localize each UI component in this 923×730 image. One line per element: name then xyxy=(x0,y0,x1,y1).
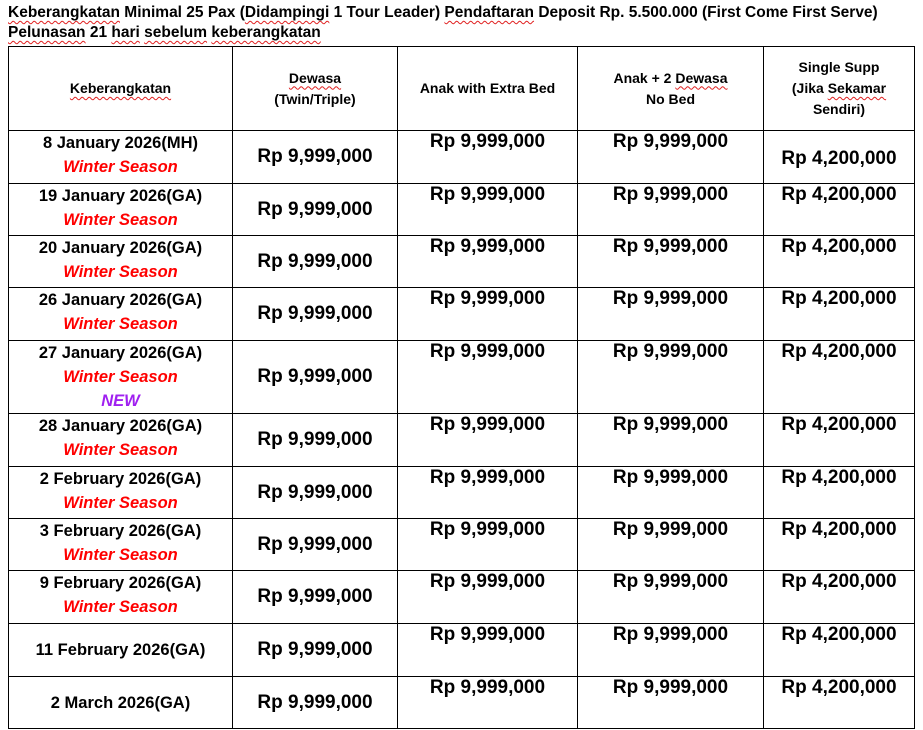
table-row xyxy=(9,131,915,184)
header-departure-label: Keberangkatan xyxy=(69,80,172,96)
child-no-bed-price-cell: Rp 9,999,000 xyxy=(578,571,764,624)
adult-price-cell: Rp 9,999,000 xyxy=(233,467,398,519)
single-supp-price-cell: Rp 4,200,000 xyxy=(764,131,915,184)
single-supp-price-cell: Rp 4,200,000 xyxy=(764,414,915,467)
adult-price-cell: Rp 9,999,000 xyxy=(233,131,398,184)
heading-text: 1 Tour Leader) xyxy=(329,4,445,21)
departure-cell xyxy=(9,467,233,519)
departure-cell xyxy=(9,624,233,677)
heading-text: 21 xyxy=(85,24,112,41)
page-heading xyxy=(8,3,918,43)
season-label: Winter Season xyxy=(63,546,178,564)
header-single-supp xyxy=(764,47,915,131)
header-child-no-bed-prefix: Anak + 2 xyxy=(613,69,676,86)
single-supp-price-cell: Rp 4,200,000 xyxy=(764,341,915,414)
heading-word: Pelunasan xyxy=(8,24,86,41)
single-supp-price-cell: Rp 4,200,000 xyxy=(764,624,915,677)
adult-price-cell: Rp 9,999,000 xyxy=(233,184,398,236)
child-no-bed-price-cell: Rp 9,999,000 xyxy=(578,236,764,288)
header-departure xyxy=(9,47,233,131)
header-child-extra-bed-label: Anak with Extra Bed xyxy=(419,80,556,96)
child-no-bed-price-cell: Rp 9,999,000 xyxy=(578,131,764,184)
adult-price-cell: Rp 9,999,000 xyxy=(233,236,398,288)
pricing-table xyxy=(8,46,915,729)
header-adult-sub: (Twin/Triple) xyxy=(274,90,356,107)
adult-price-cell: Rp 9,999,000 xyxy=(233,571,398,624)
table-row xyxy=(9,414,915,467)
single-supp-price-cell: Rp 4,200,000 xyxy=(764,571,915,624)
header-child-no-bed-word: Dewasa xyxy=(675,69,728,86)
table-row xyxy=(9,677,915,729)
adult-price-cell: Rp 9,999,000 xyxy=(233,624,398,677)
child-extra-bed-price-cell: Rp 9,999,000 xyxy=(398,236,578,288)
new-badge: NEW xyxy=(101,392,140,410)
season-label: Winter Season xyxy=(63,494,178,512)
heading-word: sebelum xyxy=(144,24,208,41)
departure-cell xyxy=(9,519,233,571)
child-no-bed-price-cell: Rp 9,999,000 xyxy=(578,288,764,341)
child-extra-bed-price-cell: Rp 9,999,000 xyxy=(398,519,578,571)
heading-word: hari xyxy=(111,24,140,41)
table-row xyxy=(9,624,915,677)
single-supp-price-cell: Rp 4,200,000 xyxy=(764,677,915,729)
adult-price-cell: Rp 9,999,000 xyxy=(233,288,398,341)
child-no-bed-price-cell: Rp 9,999,000 xyxy=(578,677,764,729)
child-extra-bed-price-cell: Rp 9,999,000 xyxy=(398,677,578,729)
heading-line-1 xyxy=(8,3,918,23)
header-single-prefix: (Jika xyxy=(791,80,828,96)
season-label: Winter Season xyxy=(63,211,178,229)
departure-date: 3 February 2026(GA) xyxy=(39,522,202,540)
departure-date: 8 January 2026(MH) xyxy=(43,134,198,152)
departure-date: 9 February 2026(GA) xyxy=(39,574,202,592)
table-row xyxy=(9,341,915,414)
child-no-bed-price-cell: Rp 9,999,000 xyxy=(578,341,764,414)
departure-cell xyxy=(9,677,233,729)
heading-line-2 xyxy=(8,23,918,43)
season-label: Winter Season xyxy=(63,441,178,459)
departure-date: 20 January 2026(GA) xyxy=(38,239,203,257)
adult-price-cell: Rp 9,999,000 xyxy=(233,519,398,571)
header-child-extra-bed xyxy=(398,47,578,131)
header-adult xyxy=(233,47,398,131)
departure-date: 2 February 2026(GA) xyxy=(39,470,202,488)
child-no-bed-price-cell: Rp 9,999,000 xyxy=(578,184,764,236)
table-row xyxy=(9,467,915,519)
heading-word: keberangkatan xyxy=(211,24,321,41)
departure-date: 27 January 2026(GA) xyxy=(38,344,203,362)
heading-word: Didampingi xyxy=(244,4,330,21)
departure-cell xyxy=(9,184,233,236)
single-supp-price-cell: Rp 4,200,000 xyxy=(764,519,915,571)
season-label: Winter Season xyxy=(63,598,178,616)
heading-text: Deposit Rp. 5.500.000 (First Come First Serve) xyxy=(534,4,878,21)
header-adult-label: Dewasa xyxy=(288,69,342,86)
table-row xyxy=(9,571,915,624)
season-label: Winter Season xyxy=(63,368,178,386)
departure-date: 19 January 2026(GA) xyxy=(38,187,203,205)
child-extra-bed-price-cell: Rp 9,999,000 xyxy=(398,184,578,236)
single-supp-price-cell: Rp 4,200,000 xyxy=(764,184,915,236)
adult-price-cell: Rp 9,999,000 xyxy=(233,341,398,414)
table-header-row xyxy=(9,47,915,131)
season-label: Winter Season xyxy=(63,263,178,281)
heading-word: Pendaftaran xyxy=(444,4,535,21)
table-row xyxy=(9,288,915,341)
child-extra-bed-price-cell: Rp 9,999,000 xyxy=(398,571,578,624)
child-extra-bed-price-cell: Rp 9,999,000 xyxy=(398,288,578,341)
header-child-no-bed-sub: No Bed xyxy=(646,90,695,107)
header-child-no-bed xyxy=(578,47,764,131)
departure-cell xyxy=(9,341,233,414)
table-body xyxy=(9,131,915,729)
child-extra-bed-price-cell: Rp 9,999,000 xyxy=(398,624,578,677)
child-extra-bed-price-cell: Rp 9,999,000 xyxy=(398,414,578,467)
child-extra-bed-price-cell: Rp 9,999,000 xyxy=(398,467,578,519)
adult-price-cell: Rp 9,999,000 xyxy=(233,414,398,467)
heading-text: Minimal 25 Pax ( xyxy=(119,4,245,21)
departure-date: 2 March 2026(GA) xyxy=(50,693,191,712)
header-single-sub: Sendiri) xyxy=(812,101,866,117)
season-label: Winter Season xyxy=(63,315,178,333)
single-supp-price-cell: Rp 4,200,000 xyxy=(764,467,915,519)
heading-word: Keberangkatan xyxy=(8,4,120,21)
child-extra-bed-price-cell: Rp 9,999,000 xyxy=(398,131,578,184)
adult-price-cell: Rp 9,999,000 xyxy=(233,677,398,729)
departure-cell xyxy=(9,414,233,467)
season-label: Winter Season xyxy=(63,158,178,176)
departure-cell xyxy=(9,288,233,341)
child-no-bed-price-cell: Rp 9,999,000 xyxy=(578,624,764,677)
single-supp-price-cell: Rp 4,200,000 xyxy=(764,288,915,341)
departure-date: 28 January 2026(GA) xyxy=(38,417,203,435)
child-extra-bed-price-cell: Rp 9,999,000 xyxy=(398,341,578,414)
header-single-word: Sekamar xyxy=(827,80,887,96)
child-no-bed-price-cell: Rp 9,999,000 xyxy=(578,414,764,467)
table-row xyxy=(9,519,915,571)
child-no-bed-price-cell: Rp 9,999,000 xyxy=(578,519,764,571)
single-supp-price-cell: Rp 4,200,000 xyxy=(764,236,915,288)
child-no-bed-price-cell: Rp 9,999,000 xyxy=(578,467,764,519)
table-row xyxy=(9,236,915,288)
departure-cell xyxy=(9,236,233,288)
table-row xyxy=(9,184,915,236)
departure-cell xyxy=(9,131,233,184)
header-single-label: Single Supp xyxy=(798,59,880,75)
departure-date: 11 February 2026(GA) xyxy=(35,641,206,659)
departure-cell xyxy=(9,571,233,624)
departure-date: 26 January 2026(GA) xyxy=(38,291,203,309)
